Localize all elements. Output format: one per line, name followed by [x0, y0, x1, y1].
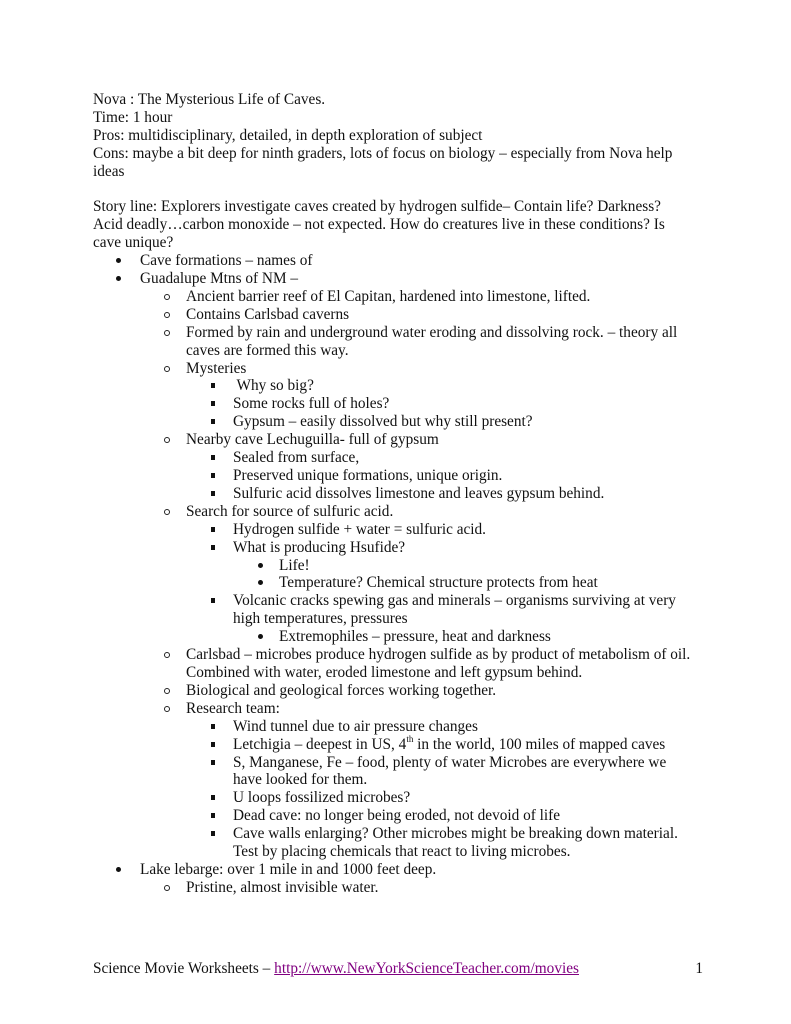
list-item [93, 360, 713, 378]
list-item [93, 431, 713, 449]
list-item [93, 646, 713, 682]
item-text: Wind tunnel due to air pressure changes [233, 717, 478, 735]
list-item [93, 503, 713, 521]
list-item [93, 628, 713, 646]
list-item [93, 789, 713, 807]
footer-link[interactable]: http://www.NewYorkScienceTeacher.com/movies [274, 960, 579, 977]
document-body [93, 91, 713, 897]
ordinal-superscript: th [406, 733, 414, 744]
item-text: Gypsum – easily dissolved but why still present? [233, 413, 533, 431]
list-item [93, 682, 713, 700]
list-item [93, 270, 713, 288]
item-text: Cave walls enlarging? Other microbes might be breaking down material. [233, 825, 678, 843]
cons-line-1: Cons: maybe a bit deep for ninth graders, lots of focus on biology – especially from Nova help [93, 144, 673, 162]
list-item [93, 807, 713, 825]
runtime: Time: 1 hour [93, 108, 173, 126]
item-text: Research team: [186, 699, 280, 717]
item-text: Hydrogen sulfide + water = sulfuric acid. [233, 520, 487, 538]
item-text: Temperature? Chemical structure protects from heat [279, 574, 598, 592]
item-text: Dead cave: no longer being eroded, not devoid of life [233, 807, 561, 825]
cons [93, 145, 713, 181]
list-item [93, 700, 713, 718]
item-text: Pristine, almost invisible water. [186, 878, 379, 896]
pros: Pros: multidisciplinary, detailed, in depth exploration of subject [93, 126, 483, 144]
item-text: Life! [279, 556, 310, 574]
list-item [93, 521, 713, 539]
list-item [93, 539, 713, 557]
list-item [93, 557, 713, 575]
item-text: Mysteries [186, 359, 247, 377]
item-text: Guadalupe Mtns of NM – [140, 270, 299, 288]
item-text: have looked for them. [233, 771, 368, 789]
list-item [93, 377, 713, 395]
list-item [93, 413, 713, 431]
item-text: Sealed from surface, [233, 449, 360, 467]
page-footer [93, 960, 703, 978]
list-item [93, 395, 713, 413]
storyline-line-1: Story line: Explorers investigate caves created by hydrogen sulfide– Contain life? Darkness? [93, 198, 661, 216]
item-text: Nearby cave Lechuguilla- full of gypsum [186, 431, 439, 449]
storyline [93, 198, 713, 252]
list-item [93, 754, 713, 790]
document-title: Nova : The Mysterious Life of Caves. [93, 91, 326, 108]
item-text: Ancient barrier reef of El Capitan, hardened into limestone, lifted. [186, 287, 591, 305]
cons-line-2: ideas [93, 162, 125, 180]
list-item [93, 861, 713, 879]
item-text: in the world, 100 miles of mapped caves [413, 735, 666, 753]
item-text: Preserved unique formations, unique origin. [233, 467, 503, 485]
page-number: 1 [695, 960, 703, 977]
item-text: caves are formed this way. [186, 341, 349, 359]
item-text: Lake lebarge: over 1 mile in and 1000 feet deep. [140, 860, 437, 878]
list-item [93, 733, 713, 754]
outline-list [93, 252, 713, 897]
item-text: Letchigia – deepest in US, 4 [233, 735, 407, 753]
item-text: Volcanic cracks spewing gas and minerals – organisms surviving at very [233, 592, 676, 610]
item-text: Search for source of sulfuric acid. [186, 502, 394, 520]
item-text: Extremophiles – pressure, heat and darkness [279, 628, 551, 646]
item-text: Combined with water, eroded limestone and left gypsum behind. [186, 663, 583, 681]
item-text: Some rocks full of holes? [233, 395, 390, 413]
item-text: Contains Carlsbad caverns [186, 305, 350, 323]
storyline-line-3: cave unique? [93, 234, 174, 252]
item-text: Why so big? [233, 377, 314, 395]
list-item [93, 485, 713, 503]
item-text: high temperatures, pressures [233, 610, 408, 628]
item-text: Carlsbad – microbes produce hydrogen sulfide as by product of metabolism of oil. [186, 646, 691, 664]
list-item [93, 324, 713, 360]
storyline-line-2: Acid deadly…carbon monoxide – not expected. How do creatures live in these conditions? Is [93, 216, 665, 234]
item-text: Sulfuric acid dissolves limestone and leaves gypsum behind. [233, 484, 605, 502]
list-item [93, 306, 713, 324]
list-item [93, 467, 713, 485]
footer-label: Science Movie Worksheets – [93, 960, 275, 977]
list-item [93, 449, 713, 467]
item-text: Formed by rain and underground water eroding and dissolving rock. – theory all [186, 323, 678, 341]
item-text: Biological and geological forces working together. [186, 681, 497, 699]
item-text: What is producing Hsufide? [233, 538, 406, 556]
list-item [93, 592, 713, 628]
item-text: U loops fossilized microbes? [233, 789, 411, 807]
list-item [93, 252, 713, 270]
list-item [93, 825, 713, 861]
list-item [93, 574, 713, 592]
spacer [93, 181, 713, 199]
list-item [93, 718, 713, 736]
list-item [93, 288, 713, 306]
item-text: Cave formations – names of [140, 252, 313, 270]
item-text: Test by placing chemicals that react to living microbes. [233, 843, 571, 861]
list-item [93, 879, 713, 897]
item-text: S, Manganese, Fe – food, plenty of water Microbes are everywhere we [233, 753, 667, 771]
